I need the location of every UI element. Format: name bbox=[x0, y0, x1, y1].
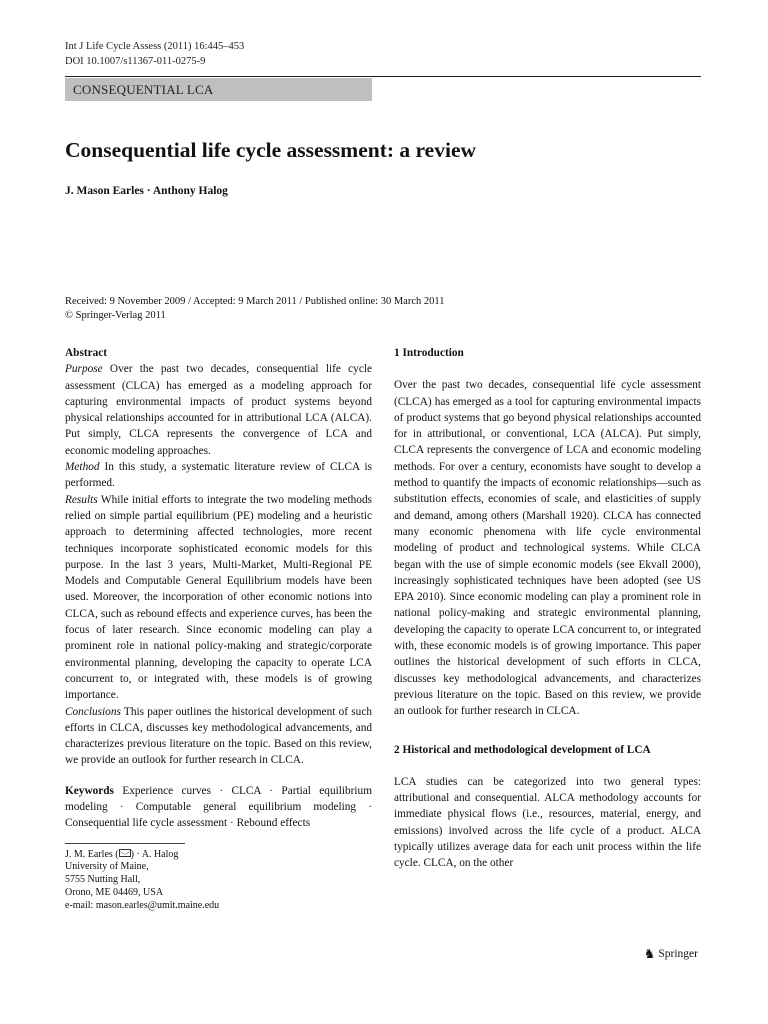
results-text: While initial efforts to integrate the two modeling methods relied on simple partial equilibrium (PE) modeling and a heuristic approach to determining affected technologies, more recent techniques incorporate sophisticated economic models for this purpose. In the last 3 years, Multi-Market, Multi-Regional PE Models and Computable General Equilibrium models have been used. Moreover, the incorporation of other economic notions into CLCA, such as rebound effects and experience curves, has been the focus of later research. Since economic modeling can play a prominent role in national policy-making and strategic/corporate environmental planning, developing the capacity to operate LCA concurrent to, or integrated with, these models is of growing importance. bbox=[65, 493, 372, 702]
conclusions-text: This paper outlines the historical development of such efforts in CLCA, discusses key methodological advancements, and characterizes previous literature on the topic. Based on this review, we provide an outlook for further research in CLCA. bbox=[65, 705, 372, 767]
keywords-label: Keywords bbox=[65, 784, 114, 797]
affiliation-rule bbox=[65, 843, 185, 844]
section2-body: LCA studies can be categorized into two general types: attributional and consequential. ALCA methodology accounts for immediate physical flows (i.e., resources, material, energy, and emissions) involved across the life cycle of a product. ALCA typically utilizes average data for each unit process within the life cycle. CLCA, on the other bbox=[394, 775, 701, 870]
header-rule bbox=[65, 76, 701, 77]
intro-body: Over the past two decades, consequential life cycle assessment (CLCA) has emerged as a tool for capturing environmental impacts of product systems that go beyond physical relationships accounted for in attributional, or conventional, LCA (ALCA). Put simply, CLCA represents the convergence of LCA and economic modeling methods. For over a century, economists have sought to develop a method to quantify the impacts of economic relationships—such as substitution effects, economies of scale, and elasticities of supply and demand, among others (Marshall 1920). CLCA has connected many economic phenomena with life cycle environmental modeling of product and technological systems. While CLCA began with the use of simple economic models (see Ekvall 2000), increasingly sophisticated techniques have been adopted (see US EPA 2010). Since economic modeling can play a prominent role in national policy-making and strategic environmental planning, developing the capacity to operate LCA concurrent to, or integrated with, these economic models is of growing importance. This paper outlines the historical development of such efforts in CLCA, discusses key methodological advancements, and characterizes previous literature on the topic. Based on this review, we provide an outlook for further research in CLCA. bbox=[394, 379, 701, 718]
section2-heading: 2 Historical and methodological development of LCA bbox=[394, 743, 651, 756]
journal-citation: Int J Life Cycle Assess (2011) 16:445–453 bbox=[65, 41, 245, 52]
method-label: Method bbox=[65, 461, 100, 474]
results-label: Results bbox=[65, 493, 98, 506]
intro-heading: 1 Introduction bbox=[394, 347, 464, 359]
affiliation-author-2: ) · A. Halog bbox=[130, 848, 179, 860]
affiliation-block bbox=[65, 849, 372, 913]
journal-doi: DOI 10.1007/s11367-011-0275-9 bbox=[65, 56, 206, 67]
affiliation-author-1: J. M. Earles ( bbox=[65, 848, 119, 860]
publisher-name: Springer bbox=[658, 947, 698, 960]
keywords bbox=[65, 783, 372, 832]
keywords-text: Experience curves · CLCA · Partial equilibrium modeling · Computable general equilibrium modeling · Consequential life cycle assessment · Rebound effects bbox=[65, 784, 372, 830]
section-tag: CONSEQUENTIAL LCA bbox=[65, 78, 372, 101]
abstract-purpose bbox=[65, 361, 372, 459]
affiliation-university: University of Maine, bbox=[65, 861, 149, 873]
article-title: Consequential life cycle assessment: a review bbox=[65, 138, 477, 162]
copyright-notice: © Springer-Verlag 2011 bbox=[65, 310, 166, 321]
affiliation-city: Orono, ME 04469, USA bbox=[65, 887, 164, 898]
abstract-results bbox=[65, 492, 372, 704]
email-icon[interactable] bbox=[119, 849, 131, 857]
publication-dates: Received: 9 November 2009 / Accepted: 9 March 2011 / Published online: 30 March 2011 bbox=[65, 296, 445, 307]
abstract-conclusions bbox=[65, 704, 372, 769]
affiliation-email[interactable]: e-mail: mason.earles@umit.maine.edu bbox=[65, 899, 220, 911]
spacer bbox=[394, 361, 701, 377]
article-authors: J. Mason Earles · Anthony Halog bbox=[65, 185, 228, 197]
abstract-heading: Abstract bbox=[65, 347, 108, 359]
right-column bbox=[394, 345, 701, 872]
purpose-label: Purpose bbox=[65, 363, 103, 376]
spacer bbox=[394, 758, 701, 774]
publisher-logo bbox=[644, 947, 698, 960]
purpose-text: Over the past two decades, consequential life cycle assessment (CLCA) has emerged as a modeling approach for capturing environmental impacts of product systems beyond physical relationships accounted for in attributional LCA (ALCA). Put simply, CLCA represents the convergence of LCA and economic modeling approaches. bbox=[65, 363, 372, 457]
abstract-method bbox=[65, 459, 372, 492]
affiliation-authors bbox=[65, 849, 372, 862]
spacer bbox=[394, 720, 701, 742]
affiliation-street: 5755 Nutting Hall, bbox=[65, 874, 141, 886]
method-text: In this study, a systematic literature review of CLCA is performed. bbox=[65, 461, 372, 490]
conclusions-label: Conclusions bbox=[65, 705, 121, 718]
left-column bbox=[65, 345, 372, 913]
springer-horse-icon: ♞ bbox=[643, 946, 656, 961]
